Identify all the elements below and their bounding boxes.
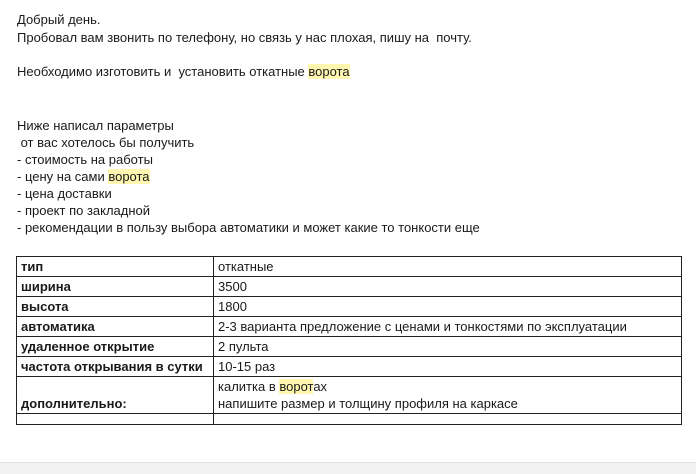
page-bottom-shade [0,462,696,474]
list-item [17,169,150,185]
extra-line-2: напишите размер и толщину профиля на каркасе [218,396,518,411]
param-key: удаленное открытие [17,337,214,357]
highlight-word: ворота [308,64,350,79]
params-intro: Ниже написал параметры [17,118,174,133]
list-item: - проект по закладной [17,203,151,218]
need-text [17,64,350,80]
extra-line-1 [218,378,677,395]
list-item: - цена доставки [17,186,112,201]
param-value [214,414,682,425]
intro-text: Пробовал вам звонить по телефону, но связь у нас плохая, пишу на почту. [17,30,472,45]
list-item-prefix: - цену на сами [17,169,109,184]
list-item: - рекомендации в пользу выбора автоматики и может какие то тонкости еще [17,220,480,235]
table-row [17,337,682,357]
param-value: 3500 [214,277,682,297]
table-row [17,317,682,337]
param-value: 10-15 раз [214,357,682,377]
table-row [17,277,682,297]
table-row [17,357,682,377]
greeting: Добрый день. [17,12,101,27]
param-value: 2 пульта [214,337,682,357]
params-intro-2: от вас хотелось бы получить [17,135,195,150]
need-prefix: Необходимо изготовить и установить откатные [17,64,309,79]
list-item: - стоимость на работы [17,152,153,167]
param-value [214,377,682,414]
table-row-cut-off [17,414,682,425]
table-row [17,377,682,414]
highlight-word: ворота [108,169,150,184]
param-key: ширина [17,277,214,297]
param-key: частота открывания в сутки [17,357,214,377]
param-key: автоматика [17,317,214,337]
table-row [17,297,682,317]
param-key: высота [17,297,214,317]
param-key: тип [17,257,214,277]
param-value: откатные [214,257,682,277]
extra-suffix: ах [313,379,328,394]
highlight-word: ворот [279,379,314,394]
param-value: 2-3 варианта предложение с ценами и тонкостями по эксплуатации [214,317,682,337]
param-key [17,414,214,425]
parameters-table [16,256,682,425]
param-value: 1800 [214,297,682,317]
param-key: дополнительно: [17,377,214,414]
table-row [17,257,682,277]
extra-prefix: калитка в [218,379,280,394]
